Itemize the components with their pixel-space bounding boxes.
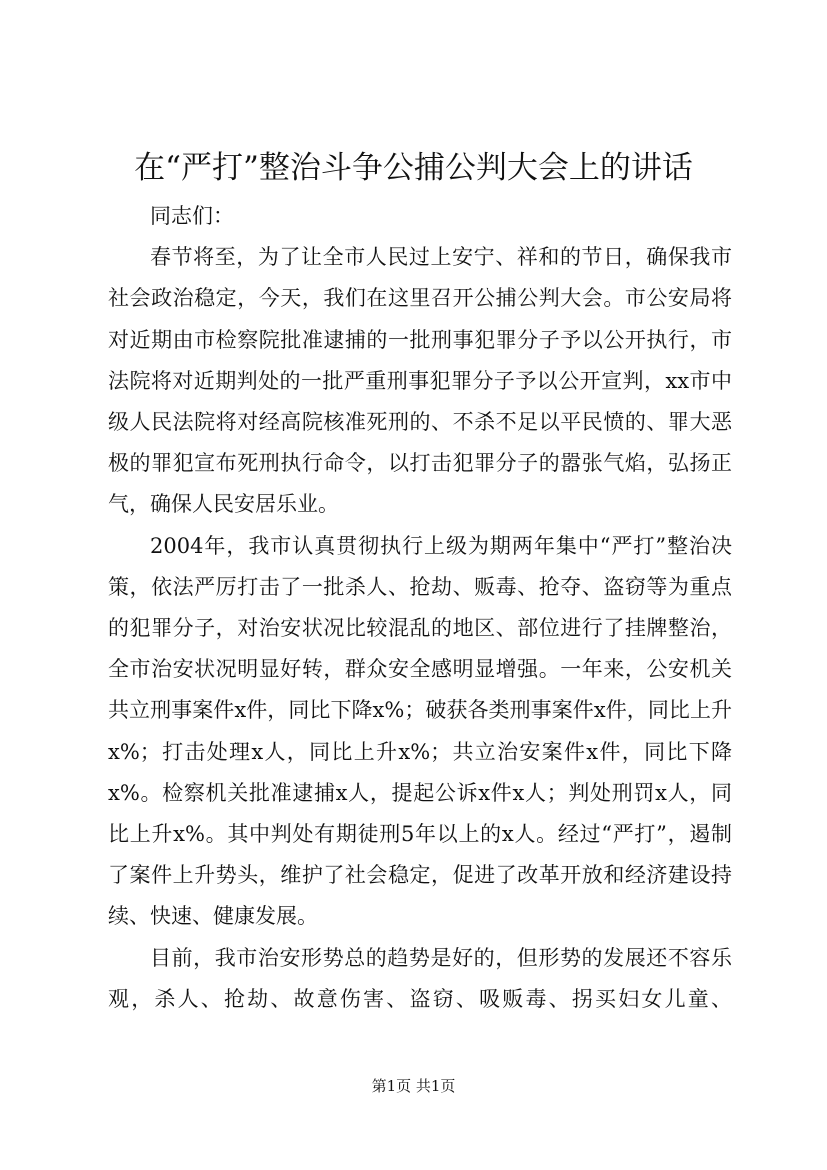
document-body (108, 196, 732, 1020)
salutation: 同志们： (150, 204, 234, 228)
paragraph-3: 目前，我市治安形势总的趋势是好的，但形势的发展还不容乐观，杀人、抢劫、故意伤害、盗窃、吸贩毒、拐买妇女儿童、 (108, 945, 732, 1011)
page-footer: 第1页 共1页 (371, 1077, 456, 1095)
document-title: 在“严打”整治斗争公捕公判大会上的讲话 (134, 150, 693, 186)
paragraph-1: 春节将至，为了让全市人民过上安宁、祥和的节日，确保我市社会政治稳定，今天，我们在这里召开公捕公判大会。市公安局将对近期由市检察院批准逮捕的一批刑事犯罪分子予以公开执行，市法院将对近期判处的一批严重刑事犯罪分子予以公开宣判，xx市中级人民法院将对经高院核准死刑的、不杀不足以平民愤的、罪大恶极的罪犯宣布死刑执行命令，以打击犯罪分子的嚣张气焰，弘扬正气，确保人民安居乐业。 (108, 245, 732, 517)
paragraph-2: 2004年，我市认真贯彻执行上级为期两年集中“严打”整治决策，依法严厉打击了一批杀人、抢劫、贩毒、抢夺、盗窃等为重点的犯罪分子，对治安状况比较混乱的地区、部位进行了挂牌整治，全市治安状况明显好转，群众安全感明显增强。一年来，公安机关共立刑事案件x件，同比下降x%；破获各类刑事案件x件，同比上升x%；打击处理x人，同比上升x%；共立治安案件x件，同比下降x%。检察机关批准逮捕x人，提起公诉x件x人；判处刑罚x人，同比上升x%。其中判处有期徒刑5年以上的x人。经过“严打”，遏制了案件上升势头，维护了社会稳定，促进了改革开放和经济建设持续、快速、健康发展。 (108, 533, 732, 929)
